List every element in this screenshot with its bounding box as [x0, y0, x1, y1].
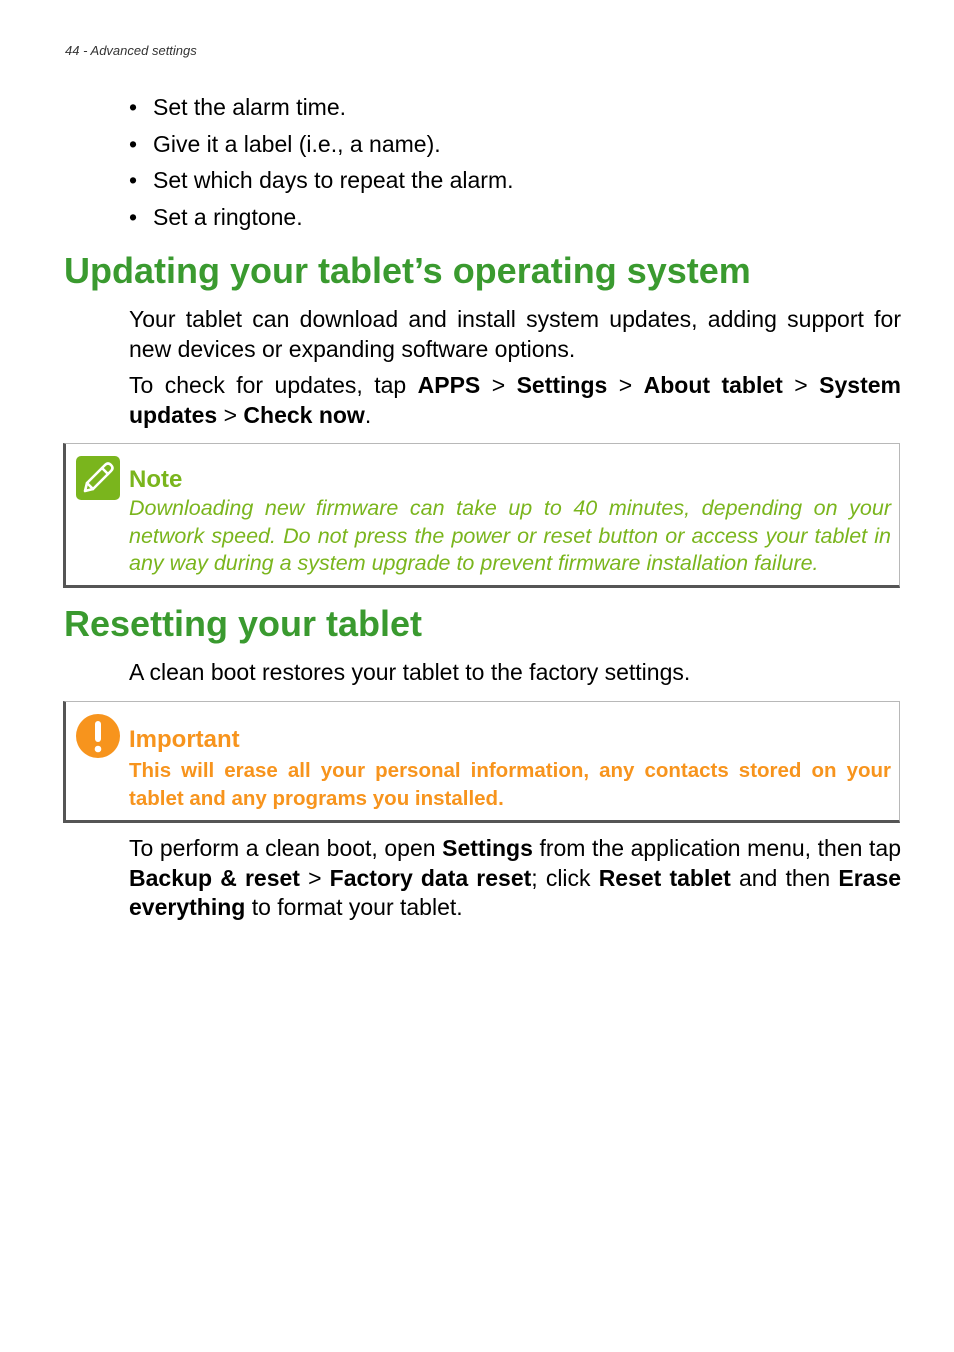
important-callout: [63, 701, 900, 823]
text-run: and then: [730, 864, 839, 891]
menu-path-about-tablet: About tablet: [643, 372, 783, 398]
path-separator: >: [607, 372, 644, 398]
list-item: • Set the alarm time.: [129, 89, 909, 126]
section-heading-resetting: Resetting your tablet: [64, 603, 423, 644]
menu-path-factory-data-reset: Factory data reset: [329, 864, 532, 891]
resetting-intro-paragraph: A clean boot restores your tablet to the factory settings.: [129, 659, 691, 685]
text-run: to format your tablet.: [245, 894, 463, 920]
menu-path-system-updates: System updates: [129, 372, 901, 428]
menu-path-backup-reset: Backup & reset: [129, 864, 300, 891]
path-separator: >: [480, 372, 517, 398]
menu-path-apps: APPS: [417, 372, 481, 398]
important-title: Important: [129, 726, 240, 753]
menu-path-settings: Settings: [516, 372, 608, 398]
text-run: .: [364, 401, 372, 428]
updating-intro-paragraph: Your tablet can download and install system updates, adding support for new devices or expanding software options.: [129, 306, 901, 362]
path-separator: >: [299, 864, 330, 891]
list-item: • Give it a label (i.e., a name).: [129, 126, 909, 163]
path-separator: >: [782, 372, 820, 398]
text-run: ; click: [531, 864, 599, 891]
menu-path-check-now: Check now: [243, 401, 365, 428]
running-header: 44 - Advanced settings: [65, 43, 197, 58]
important-body: This will erase all your personal information, any contacts stored on your tablet and any programs you installed.: [129, 759, 891, 810]
note-title: Note: [129, 466, 183, 493]
list-item: • Set which days to repeat the alarm.: [129, 162, 909, 199]
list-item: • Set a ringtone.: [129, 199, 909, 236]
text-run: To check for updates, tap: [129, 372, 418, 398]
section-heading-updating: Updating your tablet’s operating system: [64, 250, 751, 291]
note-body: Downloading new firmware can take up to 40 minutes, depending on your network speed. Do not press the power or reset button or access your tablet in any way during a system upgrade to prevent firmware installation failure.: [129, 496, 891, 575]
text-run: from the application menu, then tap: [532, 835, 901, 861]
path-separator: >: [217, 401, 244, 428]
pencil-icon: [76, 456, 120, 500]
menu-path-erase-everything: Erase everything: [129, 864, 902, 920]
alarm-steps-list: [129, 89, 909, 235]
menu-path-settings: Settings: [442, 835, 533, 861]
menu-path-reset-tablet: Reset tablet: [598, 864, 731, 891]
note-callout: [63, 443, 900, 588]
updating-steps-paragraph: [129, 371, 901, 430]
text-run: To perform a clean boot, open: [129, 835, 443, 861]
resetting-steps-paragraph: [129, 834, 901, 923]
exclamation-icon: [76, 714, 120, 758]
